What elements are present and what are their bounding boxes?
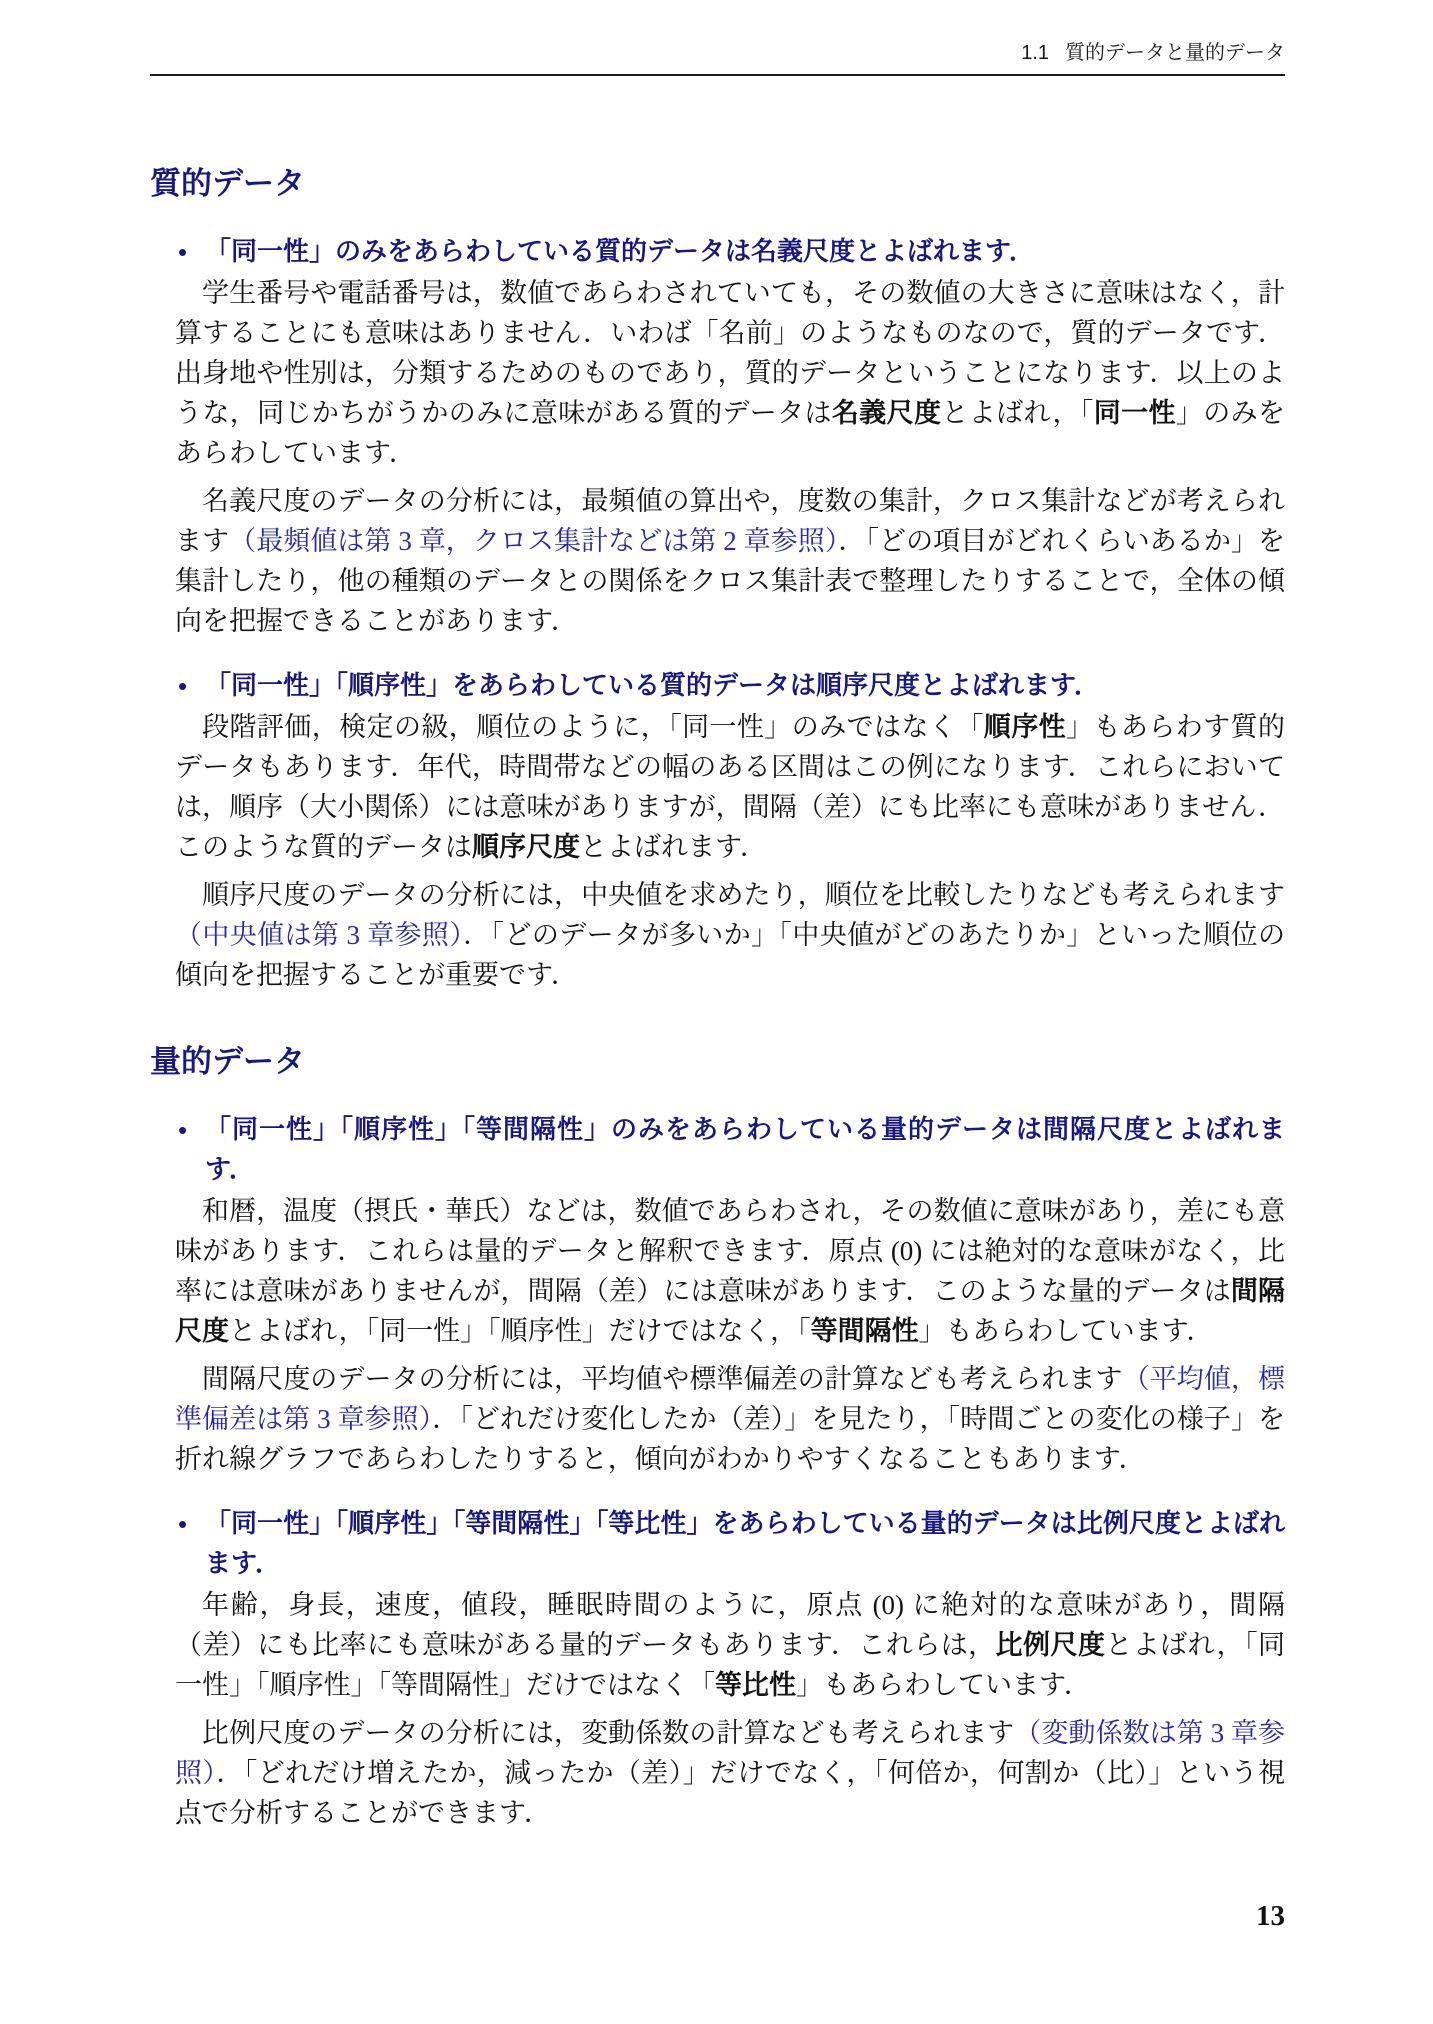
list-item xyxy=(150,1503,1285,1833)
header-section-title: 質的データと量的データ xyxy=(1065,42,1285,64)
body-paragraph xyxy=(175,481,1285,641)
text-run: ．「どれだけ変化したか（差）」を見たり，「時間ごとの変化の様子」を折れ線グラフであらわしたりすると，傾向がわかりやすくなることもあります． xyxy=(175,1404,1286,1474)
bullet-icon: • xyxy=(178,1509,188,1539)
text-run: 比例尺度のデータの分析には，変動係数の計算なども考えられます xyxy=(202,1718,1015,1748)
term-emphasis: 同一性 xyxy=(1093,398,1176,428)
cross-reference-link[interactable]: （中央値は第 3 章参照） xyxy=(175,920,464,950)
cross-reference-link[interactable]: （平均値，標準偏差は第 3 章参照） xyxy=(175,1364,1286,1434)
bullet-icon: • xyxy=(178,1115,188,1145)
section-heading-quantitative: 量的データ xyxy=(150,1044,305,1079)
body-paragraph xyxy=(175,1359,1285,1479)
text-run: 学生番号や電話番号は，数値であらわされていても，その数値の大きさに意味はなく，計算することにも意味はありません．いわば「名前」のようなものなので，質的データです．出身地や性別は，分類するためのものであり，質的データということになります．以上のような，同じかちがうかのみに意味がある質的データは xyxy=(175,278,1285,428)
text-run: 順序尺度のデータの分析には，中央値を求めたり，順位を比較したりなども考えられます xyxy=(202,880,1285,910)
cross-reference-link[interactable]: （変動係数は第 3 章参照） xyxy=(175,1718,1285,1788)
body-paragraph xyxy=(175,1713,1285,1833)
bullet-statement: 「同一性」「順序性」「等間隔性」「等比性」をあらわしている量的データは比例尺度とよばれます． xyxy=(205,1508,1285,1578)
term-emphasis: 名義尺度 xyxy=(831,398,942,428)
body-paragraph xyxy=(175,875,1285,995)
text-run: ．「どの項目がどれくらいあるか」を集計したり，他の種類のデータとの関係をクロス集計表で整理したりすることで，全体の傾向を把握できることがあります． xyxy=(175,526,1286,636)
text-run: とよばれます． xyxy=(580,832,767,862)
bullet-icon: • xyxy=(178,671,188,701)
term-emphasis: 順序尺度 xyxy=(472,832,580,862)
section-quantitative xyxy=(150,1041,1285,1833)
term-emphasis: 等間隔性 xyxy=(810,1316,919,1346)
text-run: 年齢，身長，速度，値段，睡眠時間のように，原点 (0) に絶対的な意味があり，間隔（差）にも比率にも意味がある量的データもあります．これらは， xyxy=(175,1590,1285,1660)
cross-reference-link[interactable]: （最頻値は第 3 章，クロス集計などは第 2 章参照） xyxy=(229,526,839,556)
text-run: とよばれ，「 xyxy=(941,398,1094,428)
text-run: 名義尺度のデータの分析には，最頻値の算出や，度数の集計，クロス集計などが考えられます xyxy=(175,486,1285,556)
text-run: 段階評価，検定の級，順位のように，「同一性」のみではなく「 xyxy=(202,712,984,742)
term-emphasis: 比例尺度 xyxy=(995,1630,1106,1660)
header-section-number: 1.1 xyxy=(1021,42,1049,64)
bullet-statement: 「同一性」のみをあらわしている質的データは名義尺度とよばれます． xyxy=(205,236,1035,266)
body-paragraph xyxy=(175,1585,1285,1705)
bullet-statement: 「同一性」「順序性」「等間隔性」のみをあらわしている量的データは間隔尺度とよばれます． xyxy=(205,1114,1285,1184)
text-run: 和暦，温度（摂氏・華氏）などは，数値であらわされ，その数値に意味があり，差にも意味があります．これらは量的データと解釈できます．原点 (0) には絶対的な意味がなく，比率には意味がありませんが，間隔（差）には意味があります．このような量的データは xyxy=(175,1196,1285,1306)
list-item xyxy=(150,1109,1285,1479)
text-run: とよばれ，「同一性」「順序性」だけではなく，「 xyxy=(229,1316,811,1346)
text-run: ．「どれだけ増えたか，減ったか（差）」だけでなく，「何倍か，何割か（比）」という視点で分析することができます． xyxy=(175,1758,1285,1828)
text-run: 」もあらわしています． xyxy=(918,1316,1214,1346)
body-paragraph xyxy=(175,707,1285,867)
term-emphasis: 間隔尺度 xyxy=(175,1276,1286,1346)
page-content xyxy=(150,163,1285,1833)
text-run: 間隔尺度のデータの分析には，平均値や標準偏差の計算なども考えられます xyxy=(202,1364,1123,1394)
page-header xyxy=(150,36,1285,76)
bullet-statement: 「同一性」「順序性」をあらわしている質的データは順序尺度とよばれます． xyxy=(205,670,1100,700)
list-item xyxy=(150,231,1285,641)
body-paragraph xyxy=(175,273,1285,473)
term-emphasis: 順序性 xyxy=(983,712,1067,742)
text-run: とよばれ，「同一性」「順序性」「等間隔性」だけではなく「 xyxy=(175,1630,1286,1700)
text-run: ．「どのデータが多いか」「中央値がどのあたりか」といった順位の傾向を把握することが重要です． xyxy=(175,920,1286,990)
text-run: 」のみをあらわしています． xyxy=(175,398,1286,468)
section-heading-qualitative: 質的データ xyxy=(150,166,305,201)
term-emphasis: 等比性 xyxy=(715,1670,796,1700)
list-item xyxy=(150,665,1285,995)
text-run: 」もあらわしています． xyxy=(796,1670,1091,1700)
text-run: 」もあらわす質的データもあります．年代，時間帯などの幅のある区間はこの例になります．これらにおいては，順序（大小関係）には意味がありますが，間隔（差）にも比率にも意味がありません．このような質的データは xyxy=(175,712,1286,862)
body-paragraph xyxy=(175,1191,1285,1351)
section-qualitative xyxy=(150,163,1285,995)
bullet-icon: • xyxy=(178,237,188,267)
page-number: 13 xyxy=(1256,1900,1285,1932)
